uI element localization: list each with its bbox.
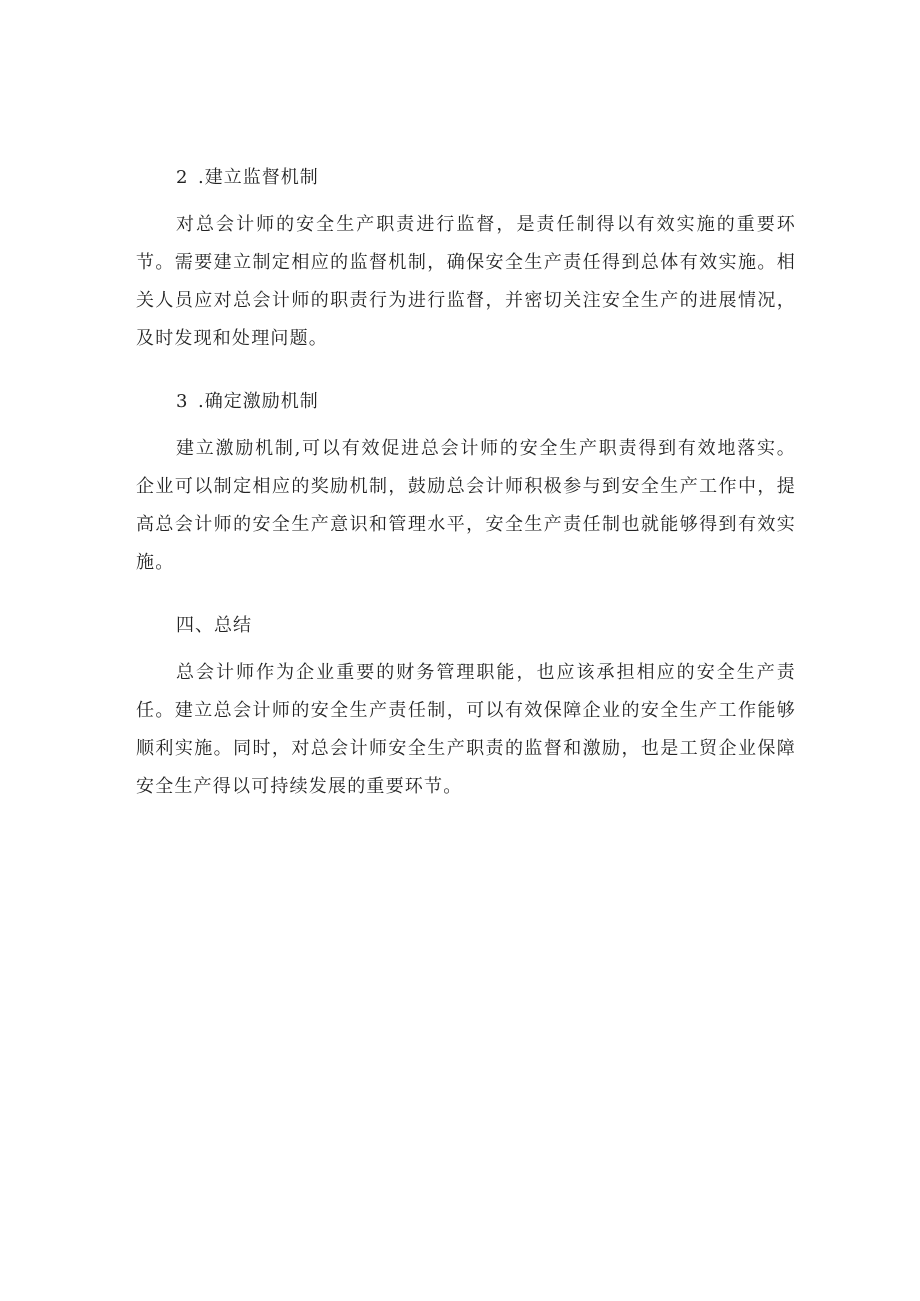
section-heading-supervision <box>136 158 796 198</box>
document-body <box>136 158 796 806</box>
section-title: .建立监督机制 <box>198 167 319 188</box>
paragraph-supervision: 对总会计师的安全生产职责进行监督，是责任制得以有效实施的重要环节。需要建立制定相应的监督机制，确保安全生产责任得到总体有效实施。相关人员应对总会计师的职责行为进行监督，并密切关注安全生产的进展情况，及时发现和处理问题。 <box>136 214 796 349</box>
section-heading-summary <box>136 606 796 646</box>
section-number: 2 <box>176 167 189 188</box>
section-heading-incentive <box>136 382 796 422</box>
section-title: 四、总结 <box>176 615 252 636</box>
paragraph-incentive: 建立激励机制,可以有效促进总会计师的安全生产职责得到有效地落实。企业可以制定相应的奖励机制，鼓励总会计师积极参与到安全生产工作中，提高总会计师的安全生产意识和管理水平，安全生产责任制也就能够得到有效实施。 <box>136 438 796 573</box>
section-number: 3 <box>176 391 189 412</box>
paragraph-summary: 总会计师作为企业重要的财务管理职能，也应该承担相应的安全生产责任。建立总会计师的安全生产责任制，可以有效保障企业的安全生产工作能够顺利实施。同时，对总会计师安全生产职责的监督和激励，也是工贸企业保障安全生产得以可持续发展的重要环节。 <box>136 662 796 797</box>
section-title: .确定激励机制 <box>198 391 319 412</box>
